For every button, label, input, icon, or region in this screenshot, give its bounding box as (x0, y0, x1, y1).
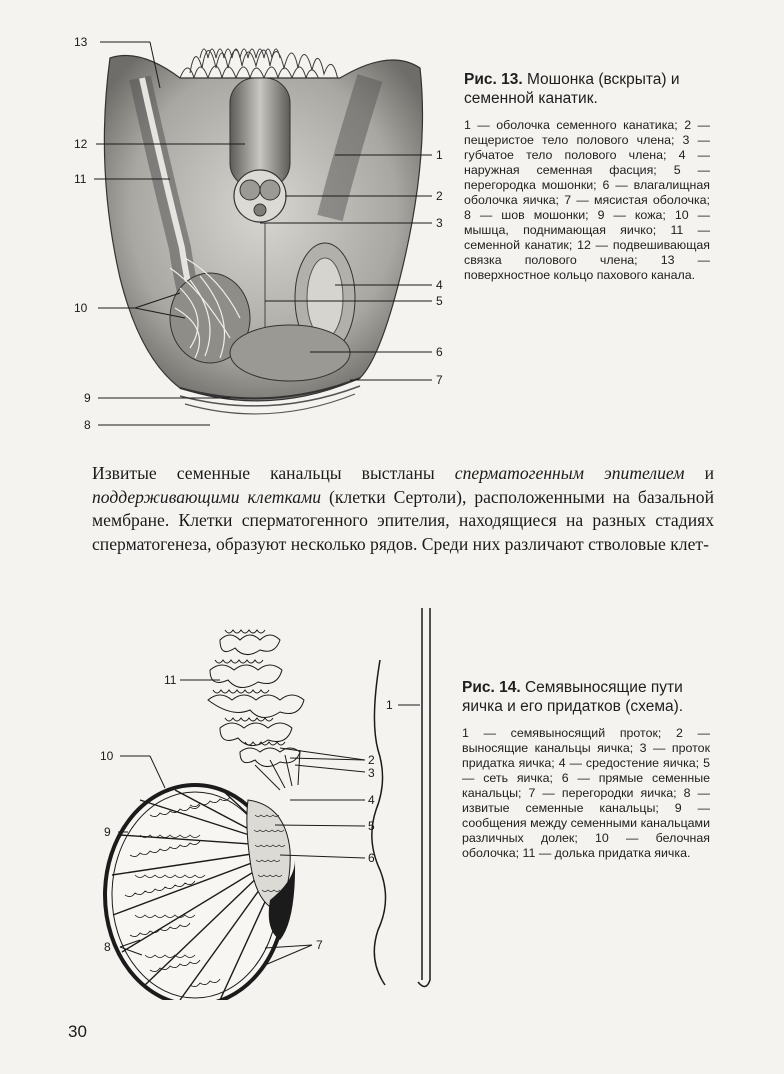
fig13-label-10: 10 (74, 301, 88, 315)
fig14-label-6: 6 (368, 851, 375, 865)
figure-13-title-line (464, 70, 710, 108)
fig13-label-5: 5 (436, 294, 443, 308)
fig14-label-4: 4 (368, 793, 375, 807)
body-paragraph (92, 462, 714, 556)
fig13-label-13: 13 (74, 35, 88, 49)
paragraph-term-spermatogenic-epithelium: сперматогенным эпителием (454, 463, 685, 483)
figure-14-title: Семявыносящие пути яичка и его придатков (схема). (462, 679, 684, 715)
paragraph-part-2: и (684, 463, 714, 483)
fig14-label-10: 10 (100, 749, 114, 763)
paragraph-term-supporting-cells: поддерживающими клетками (92, 486, 322, 507)
figure-14-legend: 1 — семявыносящий проток; 2 — выносящие канальцы яичка; 3 — проток придатка яичка; 4 — средостение яичка; 5 — сеть яичка; 6 — прямые семенные канальцы; 7 — перегородки яичка; 8 — извитые семенные канальцы; 9 — сообщения между семенными канальцами различных долек; 10 — белочная оболочка; 11 — долька придатка яичка. (462, 726, 710, 860)
vas-deferens-drawing (372, 608, 430, 987)
figure-13-legend: 1 — оболочка семенного канатика; 2 — пещеристое тело полового члена; 3 — губчатое тело полового члена; 4 — наружная семенная фасция; 5 — перегородка мошонки; 6 — влагалищная оболочка яичка; 7 — мясистая оболочка; 8 — шов мошонки; 9 — кожа; 10 — мышца, поднимающая яичко; 11 — семенной канатик; 12 — подвешивающая связка полового члена; 13 — поверхностное кольцо пахового канала. (464, 118, 710, 282)
fig14-label-7: 7 (316, 938, 323, 952)
figure-13-illustration (70, 18, 450, 438)
fig14-label-1: 1 (386, 698, 393, 712)
figure-14-caption (462, 678, 710, 861)
paragraph-part-3: (клетки Сертоли), расположенными на базальной мембране. Клетки сперматогенного эпителия, находящиеся на разных стадиях сперматогенеза, образуют несколько рядов. Среди них различают стволовые клет- (92, 486, 715, 554)
figure-13-caption (464, 70, 710, 283)
fig13-label-6: 6 (436, 345, 443, 359)
fig13-label-4: 4 (436, 278, 443, 292)
fig14-label-8: 8 (104, 940, 111, 954)
figure-14-number: Рис. 14. (462, 679, 521, 696)
figure-13-title: Мошонка (вскрыта) и семенной канатик. (464, 71, 680, 107)
paragraph-part-1: Извитые семенные канальцы выстланы (92, 463, 455, 483)
fig14-label-5: 5 (368, 819, 375, 833)
fig13-label-12: 12 (74, 137, 88, 151)
page-number: 30 (68, 1022, 87, 1041)
fig13-label-1: 1 (436, 148, 443, 162)
fig13-label-11: 11 (74, 172, 87, 186)
figure-14-title-line (462, 678, 710, 716)
fig13-label-8: 8 (84, 418, 91, 432)
epididymis-lobules (208, 630, 304, 790)
fig13-label-7: 7 (436, 373, 443, 387)
figure-14-diagram (80, 600, 440, 1000)
fig14-label-11: 11 (164, 673, 177, 687)
figure-13-number: Рис. 13. (464, 71, 523, 88)
fig14-label-3: 3 (368, 766, 375, 780)
fig13-label-2: 2 (436, 189, 443, 203)
hair-drawing (180, 49, 338, 82)
fig13-label-3: 3 (436, 216, 443, 230)
fig14-label-2: 2 (368, 753, 375, 767)
fig13-label-9: 9 (84, 391, 91, 405)
fig14-label-9: 9 (104, 825, 111, 839)
